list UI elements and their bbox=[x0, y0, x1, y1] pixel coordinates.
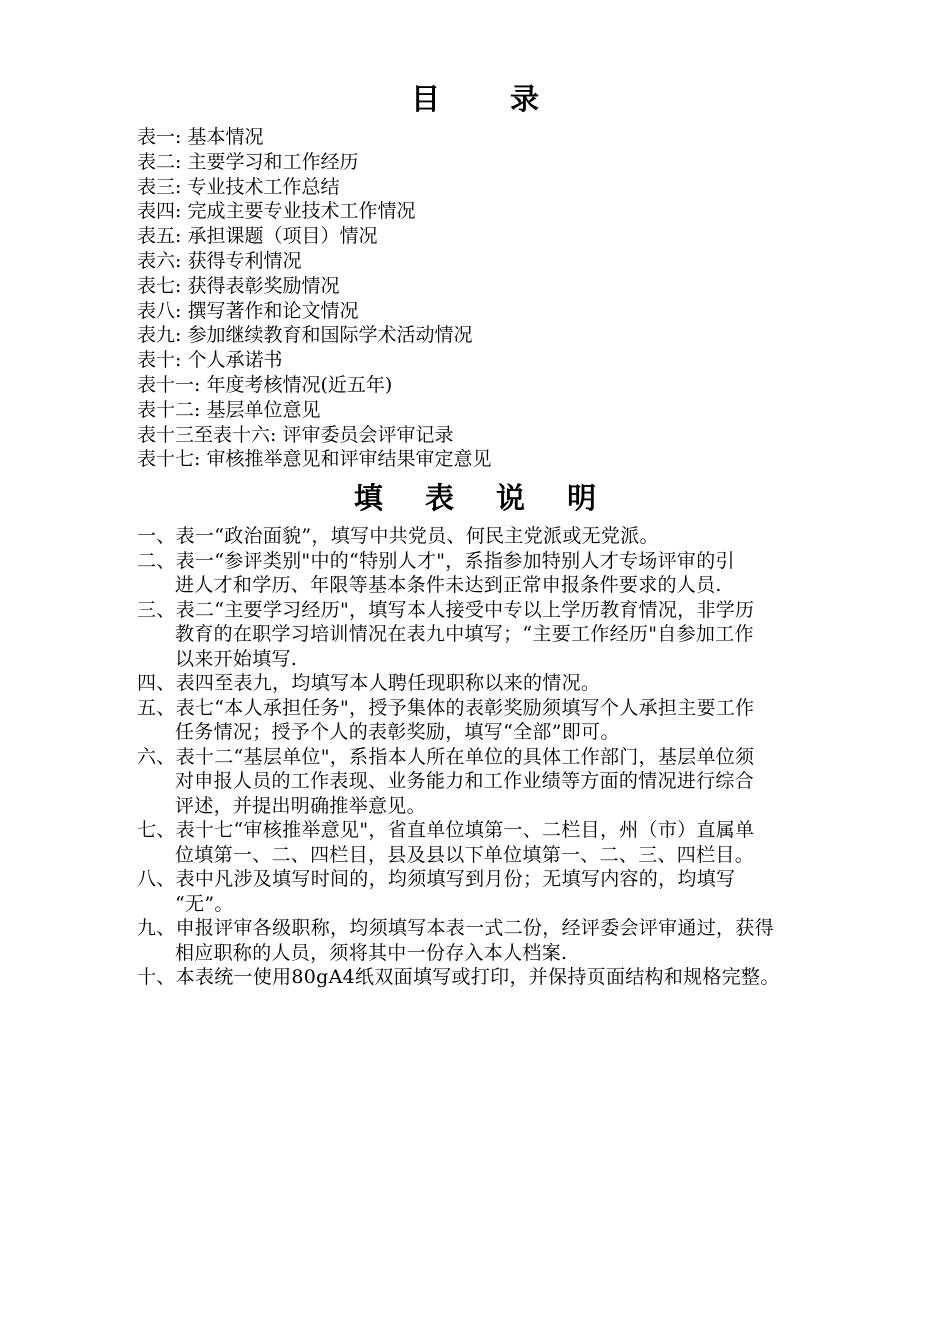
note-item: 二、表一“参评类别"中的“特别人才"，系指参加特别人才专场评审的引 进人才和学历、年限等基本条件未达到正常申报条件要求的人员. bbox=[137, 549, 735, 596]
toc-list bbox=[137, 125, 491, 472]
toc-item: 表四: 完成主要专业技术工作情况 bbox=[137, 200, 416, 223]
toc-item: 表十一: 年度考核情况(近五年) bbox=[137, 373, 393, 396]
notes-list bbox=[137, 524, 867, 990]
toc-item: 表十三至表十六: 评审委员会评审记录 bbox=[137, 423, 454, 446]
toc-item: 表十七: 审核推举意见和评审结果审定意见 bbox=[137, 448, 492, 471]
toc-item: 表一: 基本情况 bbox=[137, 126, 264, 148]
note-item: 九、申报评审各级职称，均须填写本表一式二份，经评委会评审通过，获得 相应职称的人员，须将其中一份存入本人档案. bbox=[137, 917, 774, 964]
toc-item: 表六: 获得专利情况 bbox=[137, 249, 302, 272]
toc-title: 目 录 bbox=[410, 82, 570, 116]
notes-title: 填 表 说 明 bbox=[353, 481, 613, 515]
note-item: 五、表七“本人承担任务"，授予集体的表彰奖励须填写个人承担主要工作 任务情况；授予个人的表彰奖励，填写“全部”即可。 bbox=[137, 696, 755, 743]
note-item: 三、表二“主要学习经历"，填写本人接受中专以上学历教育情况，非学历 教育的在职学习培训情况在表九中填写；“主要工作经历"自参加工作 以来开始填写. bbox=[137, 598, 755, 670]
note-item: 一、表一“政治面貌”，填写中共党员、何民主党派或无党派。 bbox=[137, 525, 659, 547]
toc-item: 表十: 个人承诺书 bbox=[137, 349, 283, 372]
toc-item: 表九: 参加继续教育和国际学术活动情况 bbox=[137, 324, 473, 347]
toc-item: 表二: 主要学习和工作经历 bbox=[137, 150, 359, 173]
note-item: 四、表四至表九，均填写本人聘任现职称以来的情况。 bbox=[137, 672, 601, 694]
note-item: 十、本表统一使用80gA4纸双面填写或打印，并保持页面结构和规格完整。 bbox=[137, 966, 780, 988]
toc-item: 表八: 撰写著作和论文情况 bbox=[137, 299, 359, 322]
note-item: 六、表十二“基层单位"，系指本人所在单位的具体工作部门，基层单位须 对申报人员的工作表现、业务能力和工作业绩等方面的情况进行综合 评述，并提出明确推举意见。 bbox=[137, 745, 755, 817]
toc-item: 表三: 专业技术工作总结 bbox=[137, 175, 340, 198]
toc-item: 表七: 获得表彰奖励情况 bbox=[137, 274, 340, 297]
note-item: 七、表十七“审核推举意见"，省直单位填第一、二栏目，州（市）直属单 位填第一、二、四栏目，县及县以下单位填第一、二、三、四栏目。 bbox=[137, 819, 755, 866]
toc-item: 表五: 承担课题（项目）情况 bbox=[137, 225, 378, 248]
note-item: 八、表中凡涉及填写时间的，均须填写到月份；无填写内容的，均填写 “无”。 bbox=[137, 868, 736, 915]
toc-item: 表十二: 基层单位意见 bbox=[137, 398, 321, 421]
